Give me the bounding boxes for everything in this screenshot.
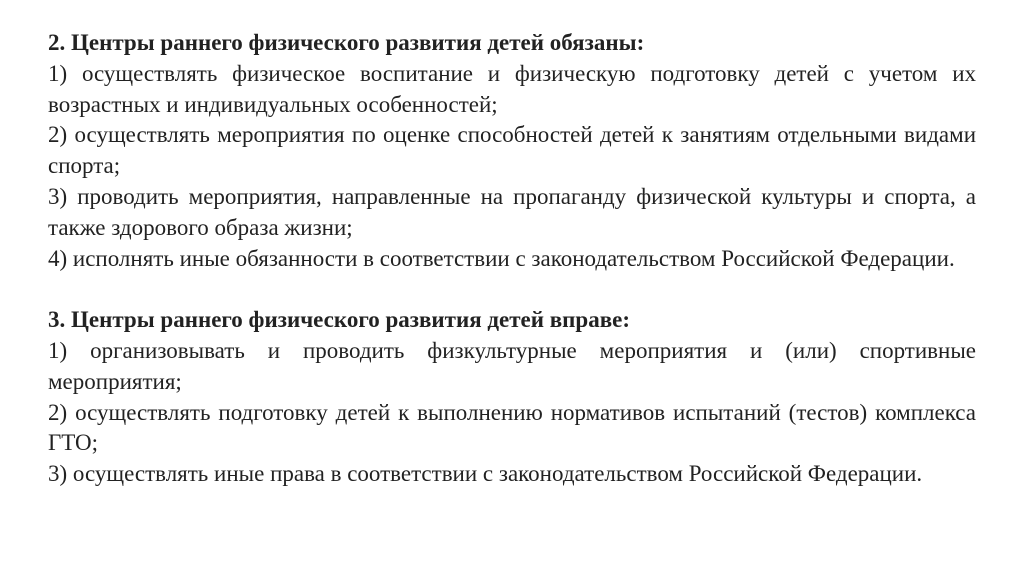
section-heading-obligations: 2. Центры раннего физического развития детей обязаны: xyxy=(48,30,645,55)
section-obligations xyxy=(48,28,976,274)
rights-item-2: 2) осуществлять подготовку детей к выполнению нормативов испытаний (тестов) комплекса ГТО; xyxy=(48,399,976,456)
rights-item-3: 3) осуществлять иные права в соответствии с законодательством Российской Федерации. xyxy=(48,461,923,487)
section-rights xyxy=(48,305,976,490)
rights-item-1: 1) организовывать и проводить физкультурные мероприятия и (или) спортивные мероприятия; xyxy=(48,337,976,394)
obligation-item-4: 4) исполнять иные обязанности в соответствии с законодательством Российской Федерации. xyxy=(48,245,955,271)
obligation-item-1: 1) осуществлять физическое воспитание и физическую подготовку детей с учетом их возрастных и индивидуальных особенностей; xyxy=(48,60,976,117)
obligation-item-2: 2) осуществлять мероприятия по оценке способностей детей к занятиям отдельными видами спорта; xyxy=(48,122,976,179)
obligation-item-3: 3) проводить мероприятия, направленные на пропаганду физической культуры и спорта, а также здорового образа жизни; xyxy=(48,183,976,240)
section-heading-rights: 3. Центры раннего физического развития детей вправе: xyxy=(48,307,631,333)
